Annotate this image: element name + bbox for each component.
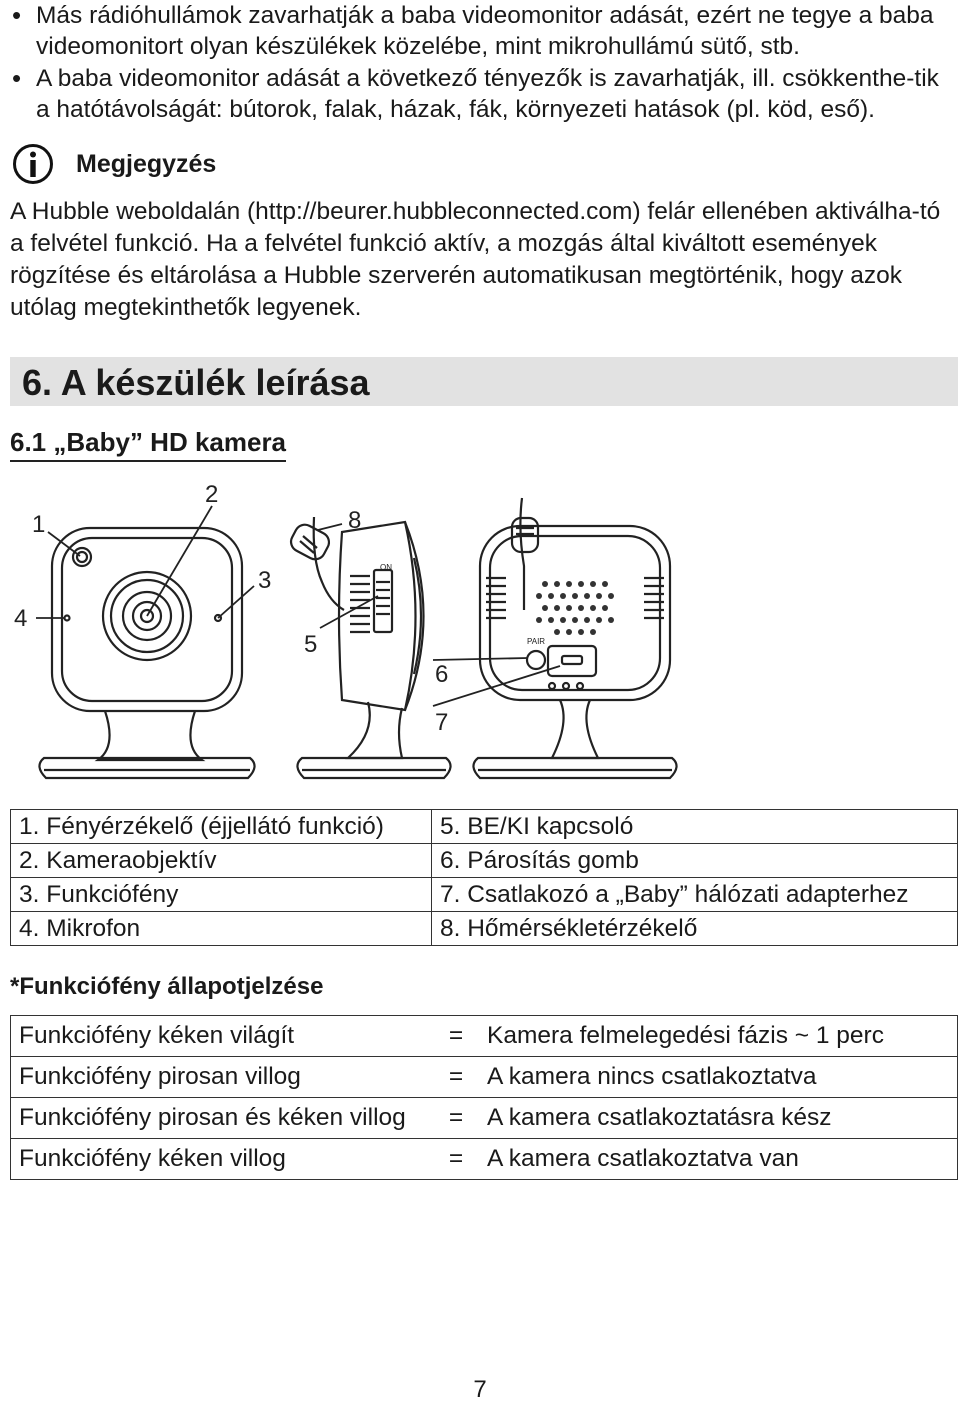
- callout-7: 7: [435, 709, 449, 736]
- info-icon: [12, 143, 54, 185]
- status-meaning: A kamera csatlakoztatásra kész: [479, 1098, 958, 1139]
- part-cell: 3. Funkciófény: [11, 878, 432, 912]
- status-table: [10, 1015, 958, 1180]
- part-cell: 7. Csatlakozó a „Baby” hálózati adapterhez: [432, 878, 958, 912]
- camera-diagram: [0, 470, 960, 800]
- section-title: 6. A készülék leírása: [22, 362, 370, 403]
- table-row: [11, 878, 958, 912]
- part-cell: 6. Párosítás gomb: [432, 844, 958, 878]
- status-meaning: Kamera felmelegedési fázis ~ 1 perc: [487, 1022, 884, 1049]
- switch-on-label: ON: [380, 563, 392, 572]
- callout-5: 5: [304, 631, 318, 658]
- table-row: [11, 810, 958, 844]
- equals-sign: =: [431, 1139, 479, 1180]
- part-cell: 2. Kameraobjektív: [11, 844, 432, 878]
- parts-table: [10, 809, 958, 946]
- status-meaning: A kamera csatlakoztatva van: [479, 1139, 958, 1180]
- status-meaning: A kamera nincs csatlakoztatva: [479, 1057, 958, 1098]
- callout-8: 8: [348, 507, 362, 534]
- page-number: 7: [473, 1376, 487, 1403]
- status-condition: Funkciófény pirosan és kéken villog: [11, 1098, 432, 1139]
- equals-sign: =: [448, 1022, 464, 1049]
- pair-label: PAIR: [527, 637, 546, 646]
- table-row: [11, 844, 958, 878]
- table-row: [11, 1098, 958, 1139]
- table-row: [11, 1016, 958, 1057]
- callout-4: 4: [14, 605, 28, 632]
- part-cell: 5. BE/KI kapcsoló: [432, 810, 958, 844]
- equals-sign: =: [431, 1098, 479, 1139]
- note-text: A Hubble weboldalán (http://beurer.hubbleconnected.com) felár ellenében aktiválha-tó a felvétel funkció. Ha a felvétel funkció aktív, a mozgás által kiváltott események rögzítése és eltárolása a Hubble szerverén automatikusan megtörténik, hogy azok utólag megtekinthetők legyenek.: [10, 198, 941, 321]
- bullet-list: [10, 0, 955, 125]
- part-cell: 1. Fényérzékelő (éjjellátó funkció): [11, 810, 432, 844]
- note-header: [12, 142, 216, 186]
- callout-1: 1: [32, 511, 46, 538]
- status-condition: Funkciófény kéken villog: [11, 1139, 432, 1180]
- speaker-grille: [536, 581, 614, 635]
- status-title: *Funkciófény állapotjelzése: [10, 973, 324, 1000]
- status-condition: Funkciófény pirosan villog: [11, 1057, 432, 1098]
- table-row: [11, 912, 958, 946]
- callout-3: 3: [258, 567, 272, 594]
- camera-back-view: [473, 498, 676, 778]
- note-title: Megjegyzés: [76, 149, 217, 178]
- table-row: [11, 1057, 958, 1098]
- equals-sign: =: [431, 1057, 479, 1098]
- camera-front-view: [39, 528, 254, 778]
- status-condition: Funkciófény kéken világít: [19, 1022, 295, 1049]
- callout-2: 2: [205, 481, 219, 508]
- bullet-item: • Más rádióhullámok zavarhatják a baba videomonitor adását, ezért ne tegye a baba videomonitort olyan készülékek közelébe, mint mikrohullámú sütő, stb.: [10, 0, 955, 62]
- callout-6: 6: [435, 661, 449, 688]
- part-cell: 8. Hőmérsékletérzékelő: [432, 912, 958, 946]
- subsection-title: 6.1 „Baby” HD kamera: [10, 425, 286, 462]
- bullet-item: • A baba videomonitor adását a következő tényezők is zavarhatják, ill. csökkenthe-tik a hatótávolságát: bútorok, falak, házak, fák, környezeti hatások (pl. köd, eső).: [10, 63, 955, 125]
- table-row: [11, 1139, 958, 1180]
- part-cell: 4. Mikrofon: [11, 912, 432, 946]
